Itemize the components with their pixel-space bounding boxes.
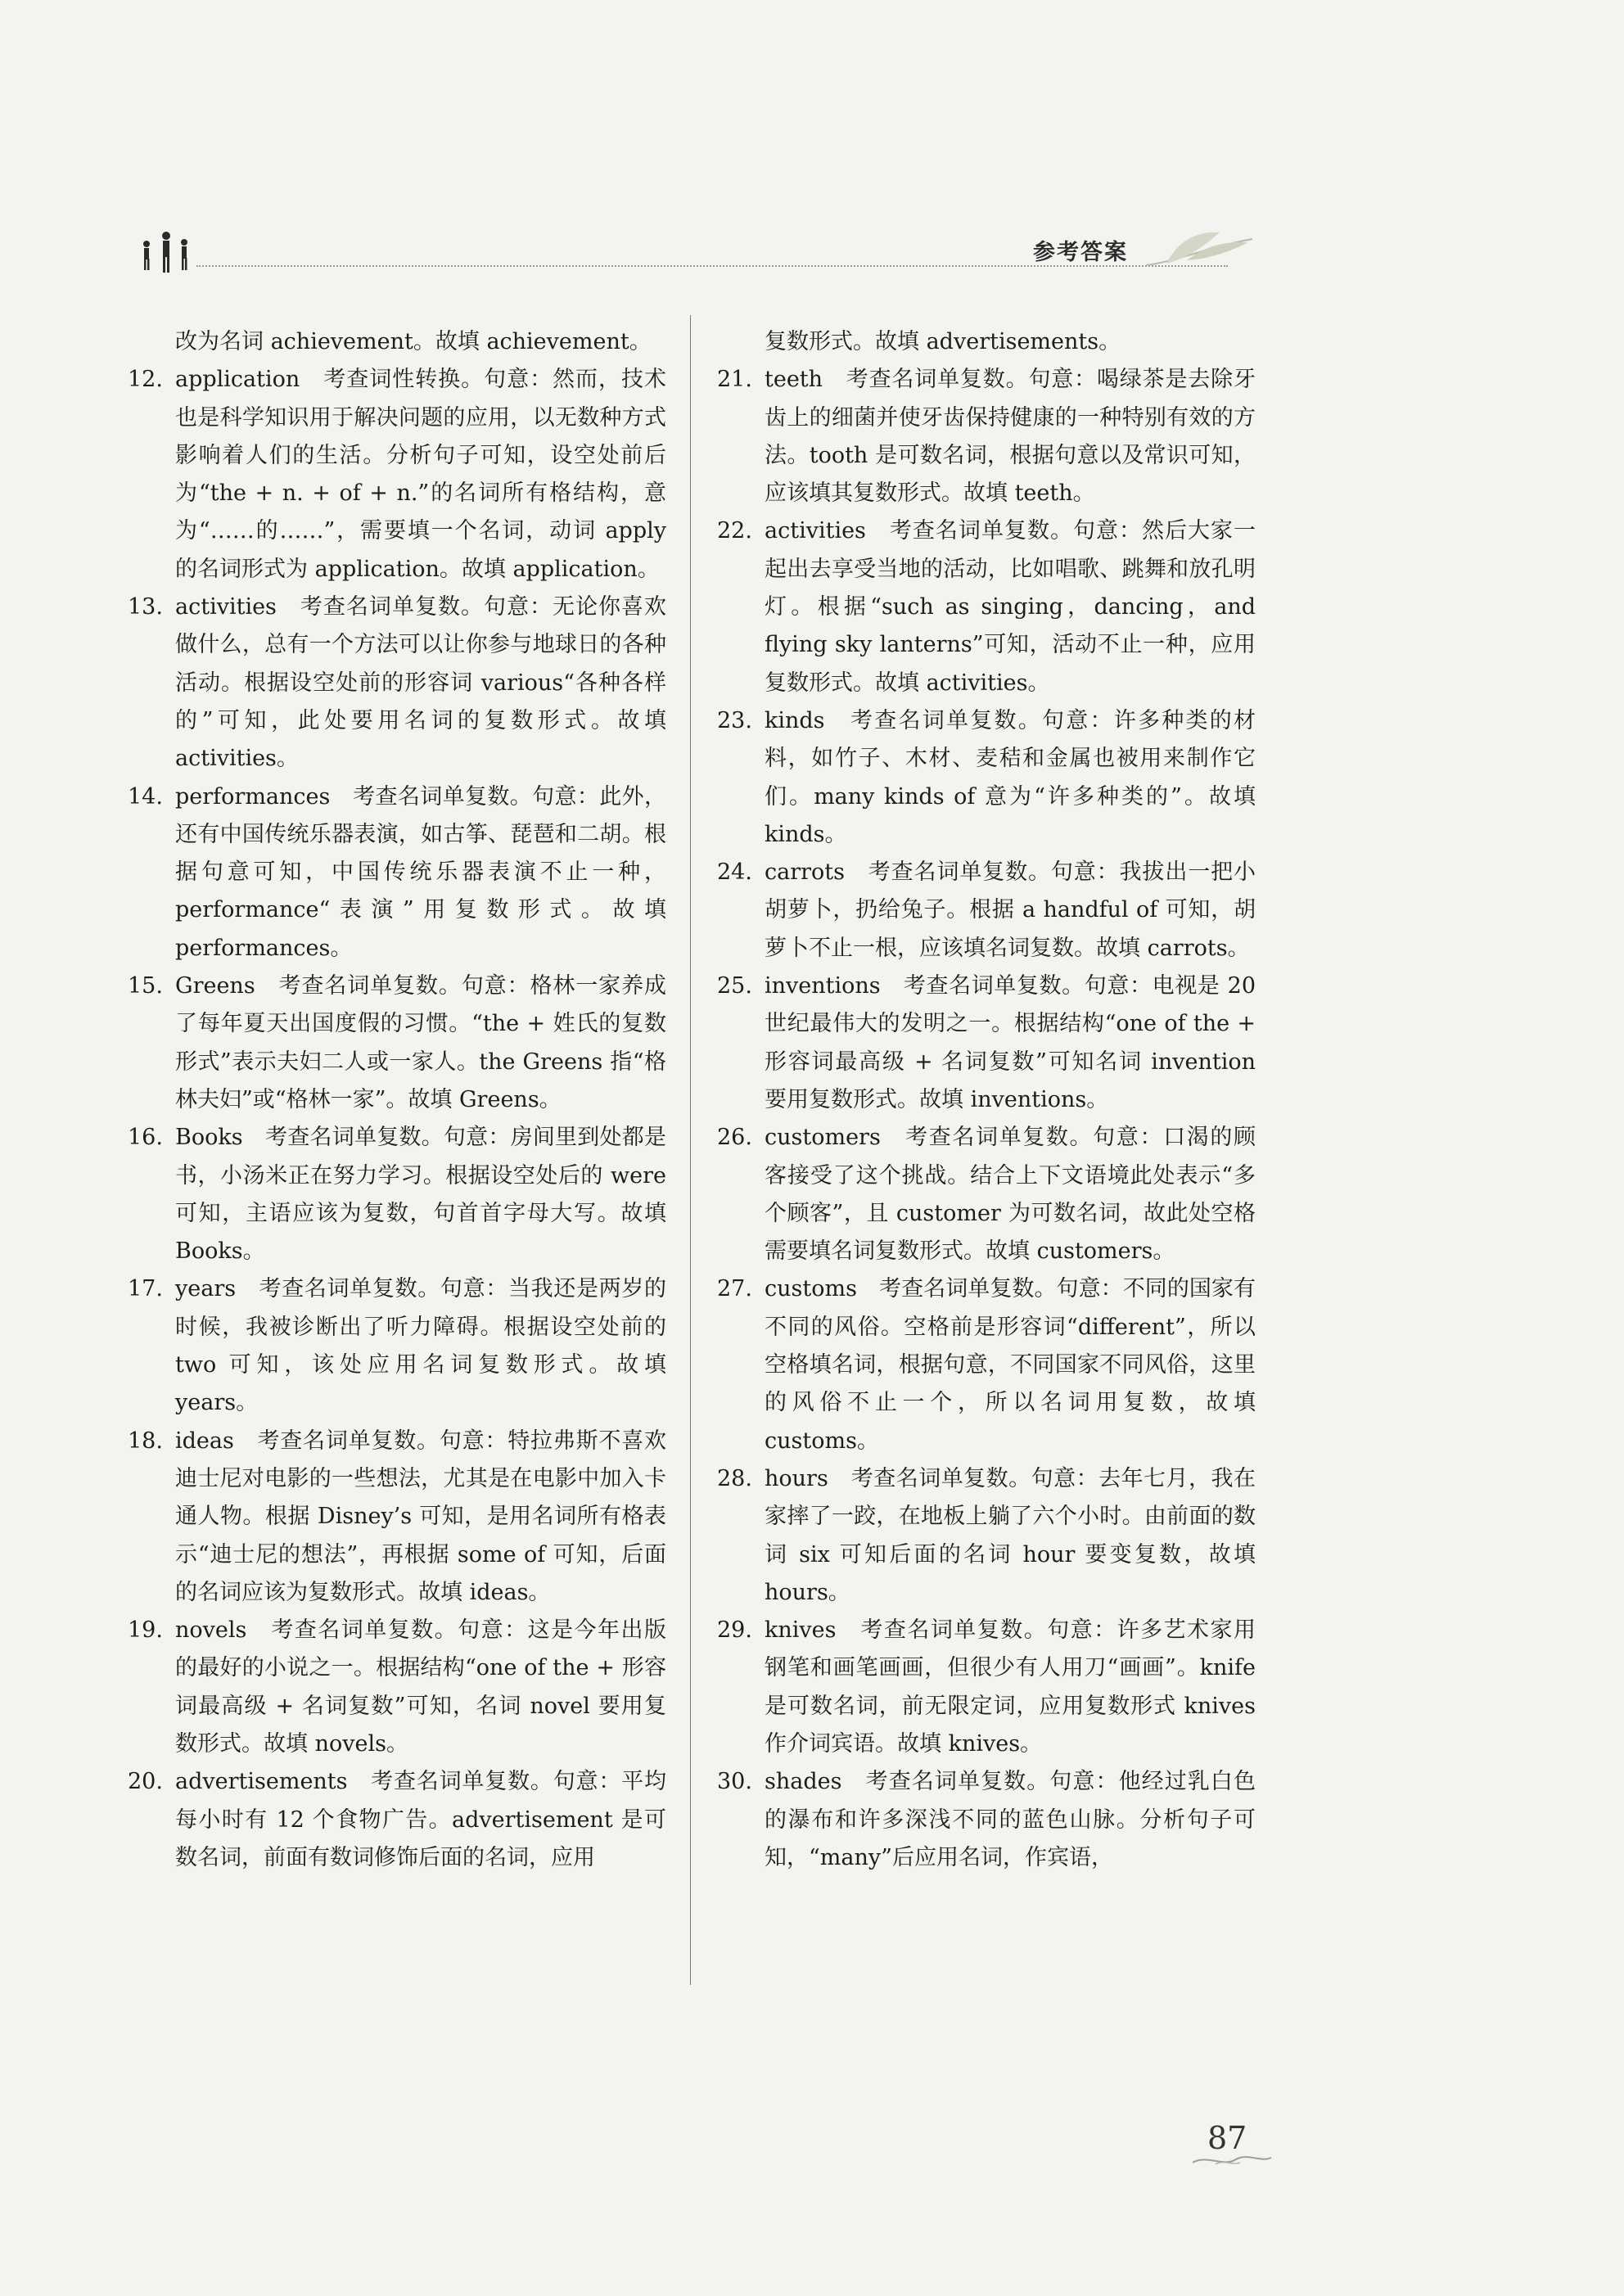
entry-number: 19.: [128, 1617, 163, 1644]
entry-number: 12.: [128, 367, 163, 393]
page-number: 87: [1207, 2120, 1247, 2156]
left-continuation: 改为名词 achievement。故填 achievement。: [175, 329, 652, 354]
answer-entry: [710, 1119, 1256, 1270]
entry-number: 22.: [717, 518, 752, 544]
entry-text: Greens 考查名词单复数。句意：格林一家养成了每年夏天出国度假的习惯。“the + 姓氏的复数形式”表示夫妇二人或一家人。the Greens 指“格林夫妇”或“格林一家”。故填 Greens。: [175, 973, 666, 1112]
entry-number: 23.: [717, 707, 752, 733]
entry-number: 21.: [717, 367, 752, 393]
entry-number: 20.: [128, 1769, 163, 1795]
right-column: [710, 323, 1256, 1877]
answer-entry: [710, 1612, 1256, 1763]
entry-number: 24.: [717, 859, 752, 886]
entry-number: 13.: [128, 594, 163, 620]
entry-text: application 考查词性转换。句意：然而，技术也是科学知识用于解决问题的应用，以无数种方式影响着人们的生活。分析句子可知，设空处前后为“the + n. + of + n.”的名词所有格结构，意为“……的……”，需要填一个名词，动词 apply 的名词形式为 application。故填 application。: [175, 367, 666, 582]
runner-figures-icon: [135, 229, 201, 278]
entry-text: carrots 考查名词单复数。句意：我拔出一把小胡萝卜，扔给兔子。根据 a handful of 可知，胡萝卜不止一根，应该填名词复数。故填 carrots。: [765, 859, 1256, 961]
answer-entry: [710, 854, 1256, 968]
entry-number: 15.: [128, 973, 163, 999]
entry-text: inventions 考查名词单复数。句意：电视是 20 世纪最伟大的发明之一。根据结构“one of the + 形容词最高级 + 名词复数”可知名词 invention 要用复数形式。故填 inventions。: [765, 973, 1256, 1112]
left-column: [121, 323, 666, 1877]
answer-entry: [710, 512, 1256, 701]
answer-entry: [121, 1270, 666, 1422]
entry-text: ideas 考查名词单复数。句意：特拉弗斯不喜欢迪士尼对电影的一些想法，尤其是在电影中加入卡通人物。根据 Disney’s 可知，是用名词所有格表示“迪士尼的想法”，再根据 some of 可知，后面的名词应该为复数形式。故填 ideas。: [175, 1428, 666, 1605]
entry-text: knives 考查名词单复数。句意：许多艺术家用钢笔和画笔画画，但很少有人用刀“画画”。knife 是可数名词，前无限定词，应用复数形式 knives 作介词宾语。故填 knives。: [765, 1617, 1256, 1757]
entry-number: 14.: [128, 783, 163, 810]
answer-entry: [121, 361, 666, 589]
entry-text: performances 考查名词单复数。句意：此外，还有中国传统乐器表演，如古筝、琵琶和二胡。根据句意可知，中国传统乐器表演不止一种，performance“表演”用复数形式。故填 performances。: [175, 783, 666, 961]
entry-text: teeth 考查名词单复数。句意：喝绿茶是去除牙齿上的细菌并使牙齿保持健康的一种特别有效的方法。tooth 是可数名词，根据句意以及常识可知，应该填其复数形式。故填 teeth。: [765, 367, 1256, 507]
answer-entry: [121, 1763, 666, 1877]
answer-entry: [710, 1460, 1256, 1612]
entry-number: 25.: [717, 973, 752, 999]
answer-entry: [121, 589, 666, 778]
entry-number: 30.: [717, 1769, 752, 1795]
leaf-icon: [1142, 223, 1256, 280]
answer-entry: [121, 1423, 666, 1612]
answer-entry: [121, 968, 666, 1119]
entry-number: 26.: [717, 1125, 752, 1151]
entry-text: activities 考查名词单复数。句意：无论你喜欢做什么，总有一个方法可以让你参与地球日的各种活动。根据设空处前的形容词 various“各种各样的”可知，此处要用名词的复数形式。故填 activities。: [175, 594, 666, 772]
entry-text: customers 考查名词单复数。句意：口渴的顾客接受了这个挑战。结合上下文语境此处表示“多个顾客”，且 customer 为可数名词，故此处空格需要填名词复数形式。故填 customers。: [765, 1125, 1256, 1265]
answer-entry: [710, 361, 1256, 512]
entry-text: Books 考查名词单复数。句意：房间里到处都是书，小汤米正在努力学习。根据设空处后的 were 可知，主语应该为复数，句首首字母大写。故填 Books。: [175, 1125, 666, 1265]
entry-text: advertisements 考查名词单复数。句意：平均每小时有 12 个食物广告。advertisement 是可数名词，前面有数词修饰后面的名词，应用: [175, 1769, 666, 1870]
entry-text: hours 考查名词单复数。句意：去年七月，我在家摔了一跤，在地板上躺了六个小时。由前面的数词 six 可知后面的名词 hour 要变复数，故填 hours。: [765, 1465, 1256, 1605]
entry-text: customs 考查名词单复数。句意：不同的国家有不同的风俗。空格前是形容词“different”，所以空格填名词，根据句意，不同国家不同风俗，这里的风俗不止一个，所以名词用复数，故填 customs。: [765, 1276, 1256, 1454]
answer-entry: [121, 1612, 666, 1763]
answer-entry: [710, 702, 1256, 854]
entry-number: 28.: [717, 1465, 752, 1491]
entry-text: activities 考查名词单复数。句意：然后大家一起出去享受当地的活动，比如唱歌、跳舞和放孔明灯。根据“such as singing，dancing，and flying sky lanterns”可知，活动不止一种，应用复数形式。故填 activities。: [765, 518, 1256, 696]
entry-number: 17.: [128, 1276, 163, 1302]
right-continuation: 复数形式。故填 advertisements。: [765, 329, 1121, 354]
entry-text: novels 考查名词单复数。句意：这是今年出版的最好的小说之一。根据结构“one of the + 形容词最高级 + 名词复数”可知，名词 novel 要用复数形式。故填 novels。: [175, 1617, 666, 1757]
page-ornament-icon: [1191, 2151, 1273, 2169]
answer-entry: [121, 1119, 666, 1270]
column-divider: [690, 315, 691, 1985]
answer-entry: [710, 968, 1256, 1119]
answer-entry: [710, 1763, 1256, 1877]
entry-number: 18.: [128, 1428, 163, 1454]
answer-entry: [121, 778, 666, 968]
entry-number: 27.: [717, 1276, 752, 1302]
answer-entry: [710, 1270, 1256, 1459]
page-title: 参考答案: [1033, 240, 1128, 265]
entry-text: kinds 考查名词单复数。句意：许多种类的材料，如竹子、木材、麦秸和金属也被用来制作它们。many kinds of 意为“许多种类的”。故填 kinds。: [765, 707, 1256, 847]
entry-number: 16.: [128, 1125, 163, 1151]
entry-text: shades 考查名词单复数。句意：他经过乳白色的瀑布和许多深浅不同的蓝色山脉。分析句子可知，“many”后应用名词，作宾语，: [765, 1769, 1256, 1870]
entry-number: 29.: [717, 1617, 752, 1644]
entry-text: years 考查名词单复数。句意：当我还是两岁的时候，我被诊断出了听力障碍。根据设空处前的 two 可知，该处应用名词复数形式。故填 years。: [175, 1276, 666, 1416]
